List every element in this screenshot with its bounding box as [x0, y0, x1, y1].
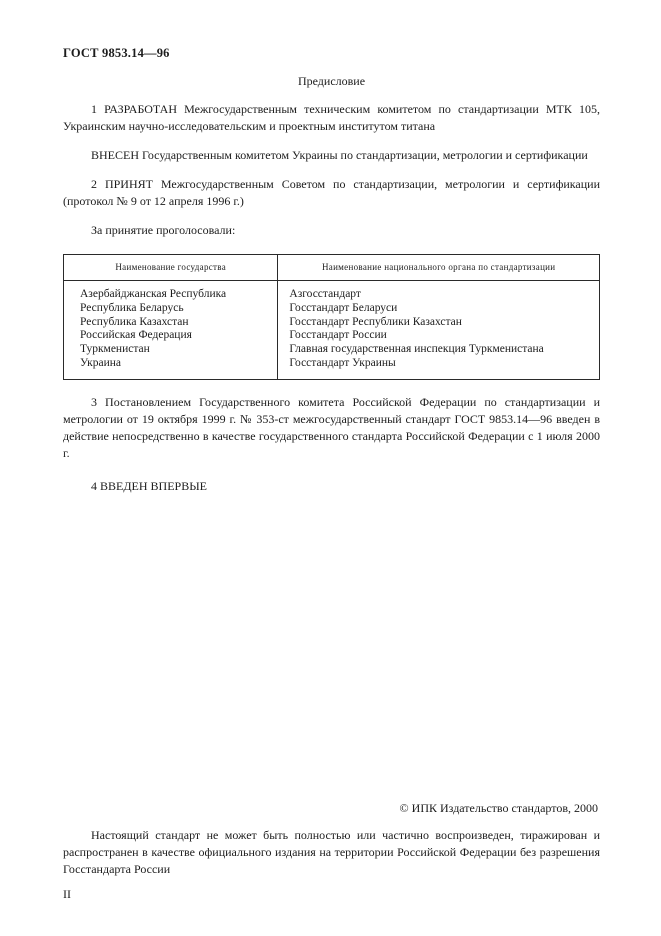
reproduction-notice: Настоящий стандарт не может быть полностью или частично воспроизведен, тиражирован и распространен в качестве официального издания на территории Российской Федерации без разрешения Госстандарта России [63, 827, 600, 876]
footer [63, 801, 600, 902]
column-header-org: Наименование национального органа по стандартизации [278, 255, 600, 281]
paragraph-enacted: 3 Постановлением Государственного комитета Российской Федерации по стандартизации и метрологии от 19 октября 1999 г. № 353-ст межгосударственный стандарт ГОСТ 9853.14—96 введен в действие непосредственно в качестве государственного стандарта Российской Федерации с 1 июля 2000 г. [63, 394, 600, 460]
table-row [64, 343, 600, 357]
country-cell: Украина [80, 356, 121, 369]
page-number: II [63, 887, 71, 901]
org-cell: Госстандарт Украины [278, 357, 600, 379]
country-cell: Республика Беларусь [80, 301, 184, 314]
org-cell: Госстандарт Республики Казахстан [278, 316, 600, 330]
table-row [64, 329, 600, 343]
org-cell: Госстандарт России [278, 329, 600, 343]
preface-title: Предисловие [297, 74, 366, 88]
table-row [64, 357, 600, 379]
column-header-country: Наименование государства [64, 255, 278, 281]
paragraph-adopted: 2 ПРИНЯТ Межгосударственным Советом по стандартизации, метрологии и сертификации (протокол № 9 от 12 апреля 1996 г.) [63, 177, 600, 209]
copyright-line: © ИПК Издательство стандартов, 2000 [399, 800, 598, 815]
paragraph-first-introduced: 4 ВВЕДЕН ВПЕРВЫЕ [91, 478, 207, 493]
org-cell: Главная государственная инспекция Туркменистана [278, 343, 600, 357]
org-cell: Азгосстандарт [278, 280, 600, 301]
country-cell: Туркменистан [80, 343, 150, 356]
country-cell: Республика Казахстан [80, 315, 189, 328]
vote-table [63, 254, 600, 380]
vote-table-header [64, 255, 600, 281]
doc-number: ГОСТ 9853.14—96 [63, 46, 170, 60]
country-cell: Азербайджанская Республика [80, 287, 227, 300]
paragraph-developed: 1 РАЗРАБОТАН Межгосударственным техническим комитетом по стандартизации МТК 105, Украинским научно-исследовательским и проектным институтом титана [63, 102, 600, 134]
org-cell: Госстандарт Беларуси [278, 302, 600, 316]
country-cell: Российская Федерация [80, 329, 192, 342]
vote-intro: За принятие проголосовали: [91, 223, 236, 238]
table-row [64, 280, 600, 301]
table-row [64, 316, 600, 330]
paragraph-submitted: ВНЕСЕН Государственным комитетом Украины по стандартизации, метрологии и сертификации [91, 148, 588, 163]
table-row [64, 302, 600, 316]
